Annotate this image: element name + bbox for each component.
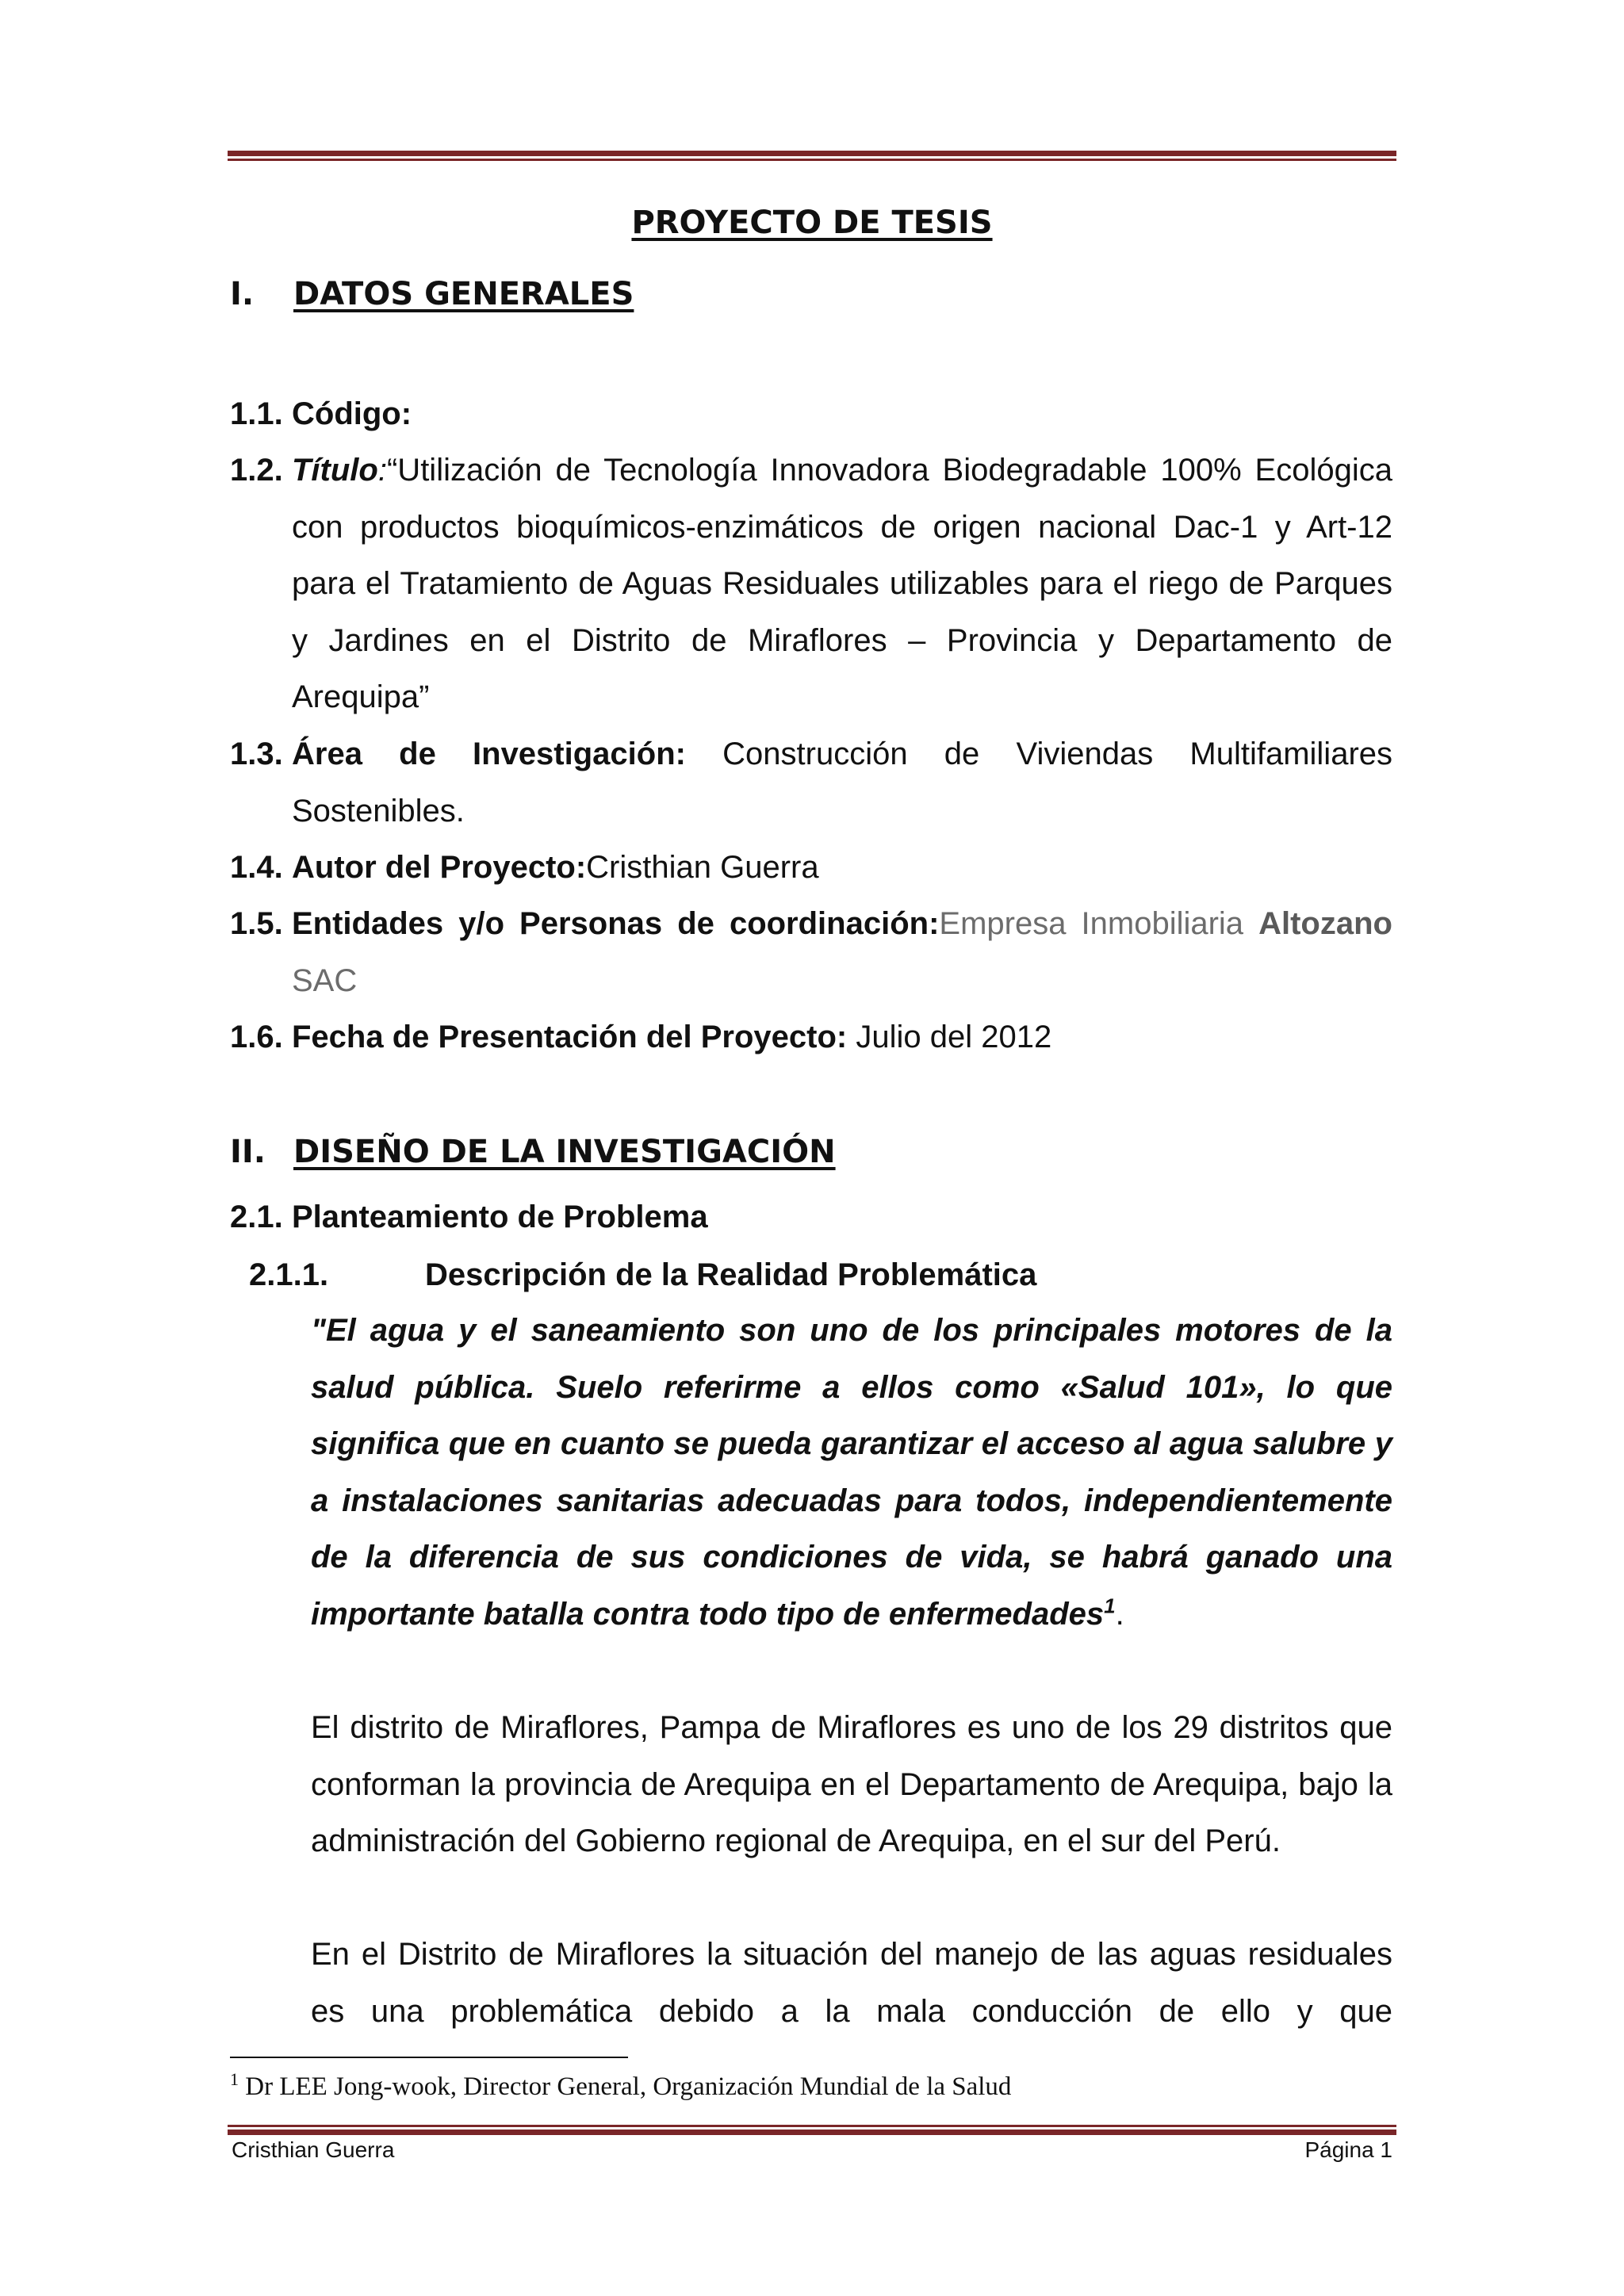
- item-codigo: [230, 386, 1392, 443]
- paragraph-distrito: [311, 1700, 1392, 1870]
- quote-text: "El agua y el saneamiento son uno de los principales motores de la salud pública. Suelo referirme a ellos como «Salud 101», lo que significa que en cuanto se pueda garantizar el acceso al agua salubre y a instalaciones sanitarias adecuadas para todos, independientemente de la diferencia de sus condiciones de vida, se habrá ganado una importante batalla contra todo tipo de enfermedades: [311, 1313, 1392, 1632]
- quote-paragraph: [311, 1303, 1392, 1643]
- footnote-separator: [230, 2057, 628, 2058]
- item-text-bold: Altozano: [1258, 906, 1392, 941]
- item-number: 2.1.: [230, 1200, 283, 1234]
- item-area: [230, 726, 1392, 840]
- item-text: “Utilización de Tecnología Innovadora Biodegradable 100% Ecológica con productos bioquímicos-enzimáticos de origen nacional Dac-1 y Art-12 para el Tratamiento de Aguas Residuales utilizables para el riego de Parques y Jardines en el Distrito de Miraflores – Provincia y Departamento de Arequipa”: [292, 453, 1392, 714]
- footer-rule: [228, 2125, 1396, 2135]
- item-number: 1.5.: [230, 906, 283, 941]
- paragraph-situacion: [311, 1927, 1392, 2040]
- item-number: 1.4.: [230, 850, 283, 885]
- item-number: 1.2.: [230, 453, 283, 488]
- item-text: Empresa Inmobiliaria: [939, 906, 1259, 941]
- footer-page-number: Página 1: [1304, 2137, 1392, 2162]
- item-label: Planteamiento de Problema: [292, 1200, 708, 1234]
- header-rule: [228, 151, 1396, 161]
- item-titulo: [230, 442, 1392, 726]
- item-colon: :: [377, 453, 387, 488]
- item-text: Julio del 2012: [847, 1020, 1052, 1054]
- footnote-number: 1: [230, 2069, 239, 2089]
- item-number: 1.6.: [230, 1020, 283, 1054]
- item-autor: [230, 840, 1392, 897]
- paragraph-text: El distrito de Miraflores, Pampa de Miraflores es uno de los 29 distritos que conforman la provincia de Arequipa en el Departamento de Arequipa, bajo la administración del Gobierno regional de Arequipa, en el sur del Perú.: [311, 1710, 1392, 1858]
- footer-author: Cristhian Guerra: [232, 2137, 395, 2162]
- quote-end: .: [1115, 1596, 1124, 1632]
- item-label: Código:: [292, 396, 412, 431]
- section-title: DATOS GENERALES: [293, 276, 634, 312]
- footnote-text: Dr LEE Jong-wook, Director General, Organización Mundial de la Salud: [239, 2072, 1012, 2101]
- section-number: I.: [230, 276, 255, 312]
- item-label: Título: [292, 453, 378, 488]
- section-title: DISEÑO DE LA INVESTIGACIÓN: [293, 1134, 836, 1170]
- page-title: PROYECTO DE TESIS: [631, 205, 993, 241]
- item-label: Área de Investigación:: [292, 737, 686, 771]
- subsubsection-descripcion: [249, 1257, 1037, 1293]
- item-number: 2.1.1.: [249, 1257, 329, 1292]
- item-number: 1.1.: [230, 396, 283, 431]
- item-label: Entidades y/o Personas de coordinación:: [292, 906, 940, 941]
- item-label: Descripción de la Realidad Problemática: [425, 1257, 1037, 1292]
- footnote-reference: 1: [1104, 1594, 1116, 1618]
- item-label: Fecha de Presentación del Proyecto:: [292, 1020, 848, 1054]
- item-fecha: [230, 1009, 1392, 1066]
- section-number: II.: [230, 1134, 266, 1170]
- footnote: [230, 2069, 1012, 2102]
- subsection-planteamiento: [230, 1189, 1392, 1246]
- item-text-end: SAC: [292, 962, 358, 998]
- item-entidades: [230, 896, 1392, 1009]
- item-number: 1.3.: [230, 737, 283, 771]
- item-text: Construcción de Viviendas Multifamiliares Sostenibles.: [292, 737, 1393, 828]
- paragraph-text: En el Distrito de Miraflores la situación del manejo de las aguas residuales es una problemática debido a la mala conducción de ello y que: [311, 1937, 1392, 2029]
- item-label: Autor del Proyecto:: [292, 850, 587, 885]
- item-text: Cristhian Guerra: [586, 850, 819, 885]
